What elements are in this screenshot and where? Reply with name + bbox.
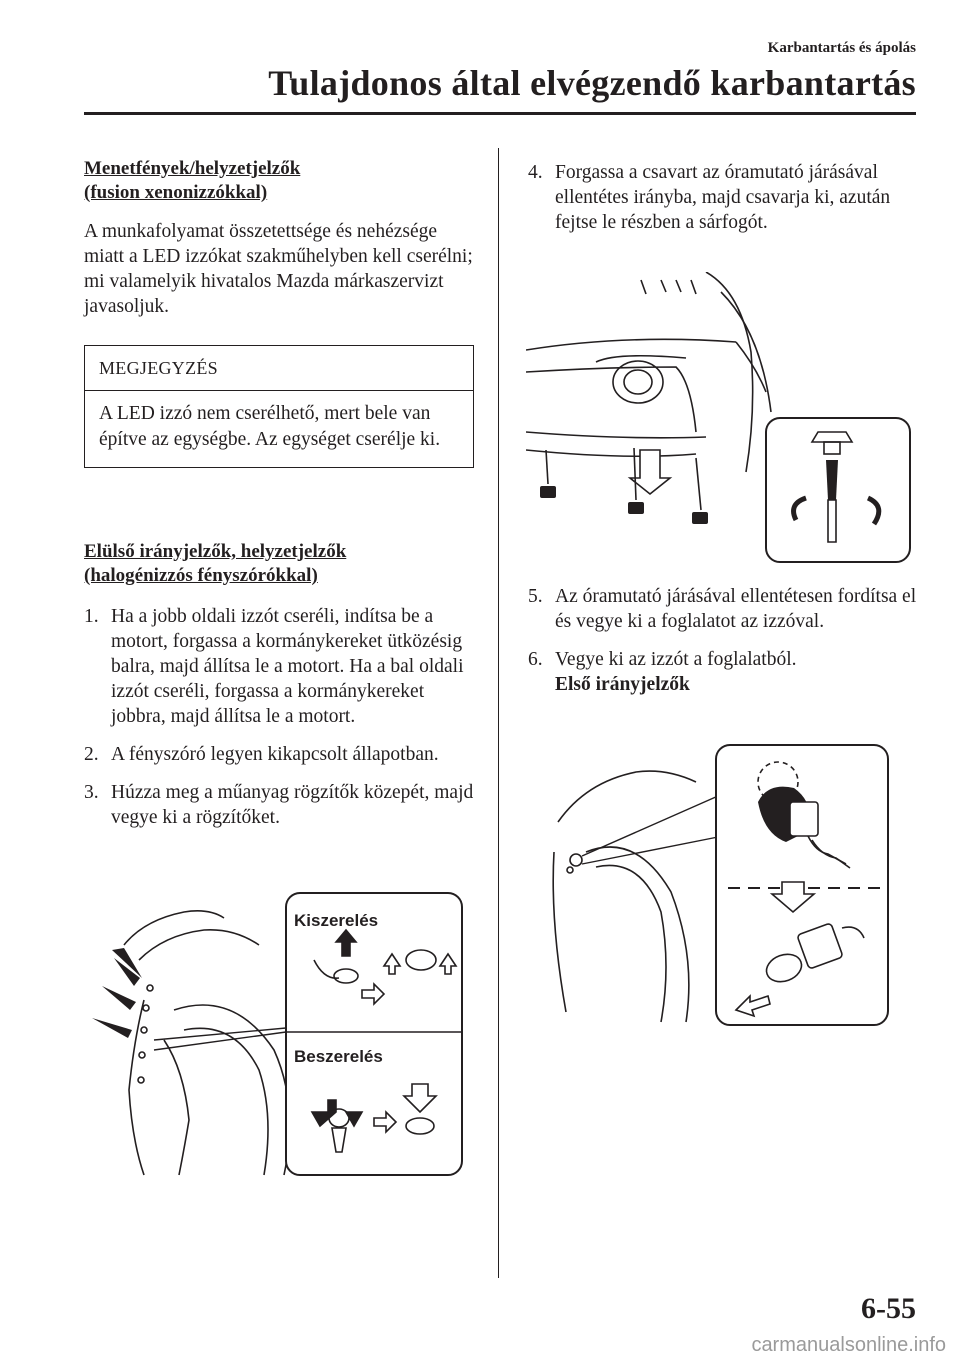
section-title: Tulajdonos által elvégzendő karbantartás	[268, 63, 916, 103]
step-text: Vegye ki az izzót a foglalatból.	[555, 649, 797, 670]
column-divider	[498, 148, 499, 1278]
heading-front-turn-signals	[84, 540, 474, 588]
step-text: A fényszóró legyen kikapcsolt állapotban.	[111, 744, 439, 765]
right-column	[528, 160, 918, 248]
list-item	[84, 742, 474, 767]
left-column	[84, 157, 474, 843]
page-number: 6-55	[861, 1292, 916, 1325]
intro-paragraph: A munkafolyamat összetettsége és nehézsége miatt a LED izzókat szakműhelyben kell cserélni; mi valamelyik hivatalos Mazda márkaszervizt javasoljuk.	[84, 221, 473, 317]
wheel-arch-illustration	[553, 771, 718, 1022]
step-number: 5.	[528, 586, 543, 607]
step-number: 4.	[528, 162, 543, 183]
clip-arrows-icon	[92, 948, 142, 1038]
label-remove: Kiszerelés	[294, 911, 379, 930]
note-title: MEGJEGYZÉS	[85, 346, 473, 391]
heading-daytime-lights	[84, 157, 474, 205]
step-text: Forgassa a csavart az óramutató járásával ellentétes irányba, majd csavarja ki, azután fejtse le részben a sárfogót.	[555, 162, 891, 233]
step-number: 6.	[528, 649, 543, 670]
list-item	[528, 584, 918, 634]
note-box	[84, 345, 474, 468]
step-text: Húzza meg a műanyag rögzítők közepét, majd vegye ki a rögzítőket.	[111, 782, 474, 828]
figure-bumper-screws	[526, 272, 916, 572]
heading-line: Menetfények/helyzetjelzők	[84, 158, 301, 179]
heading-line: Elülső irányjelzők, helyzetjelzők	[84, 541, 347, 562]
step-text: Az óramutató járásával ellentétesen fordítsa el és vegye ki a foglalatot az izzóval.	[555, 586, 917, 632]
list-item	[84, 604, 474, 729]
right-steps-b	[528, 584, 918, 697]
step-subheading: Első irányjelzők	[555, 674, 690, 695]
step-number: 3.	[84, 782, 99, 803]
list-item	[84, 780, 474, 830]
figure-turn-signal-bulb	[546, 742, 892, 1028]
heading-line: (fusion xenonizzókkal)	[84, 182, 268, 203]
right-steps-a	[528, 160, 918, 235]
bulb-detail-panel	[716, 745, 888, 1025]
figure-fender-clips	[84, 890, 469, 1180]
step-number: 2.	[84, 744, 99, 765]
left-steps	[84, 604, 474, 830]
heading-line: (halogénizzós fényszórókkal)	[84, 565, 318, 586]
screwdriver-detail-panel	[766, 418, 910, 562]
step-number: 1.	[84, 606, 99, 627]
header-rule	[84, 112, 916, 115]
watermark: carmanualsonline.info	[751, 1334, 946, 1356]
label-install: Beszerelés	[294, 1047, 383, 1066]
bumper-illustration	[526, 272, 771, 510]
list-item	[528, 647, 918, 697]
list-item	[528, 160, 918, 235]
right-steps-b-wrap	[528, 584, 918, 710]
chapter-title: Karbantartás és ápolás	[767, 40, 916, 56]
step-text: Ha a jobb oldali izzót cseréli, indítsa be a motort, forgassa a kormánykereket ütközésig balra, majd állítsa le a motort. Ha a bal oldali izzót cseréli, forgassa a kormánykereket jobbra, majd állítsa le a motort.	[111, 606, 464, 727]
detail-panel	[154, 893, 462, 1175]
screw-icon	[540, 486, 708, 524]
note-text: A LED izzó nem cserélhető, mert bele van építve az egységbe. Az egységet cserélje ki.	[99, 403, 441, 450]
